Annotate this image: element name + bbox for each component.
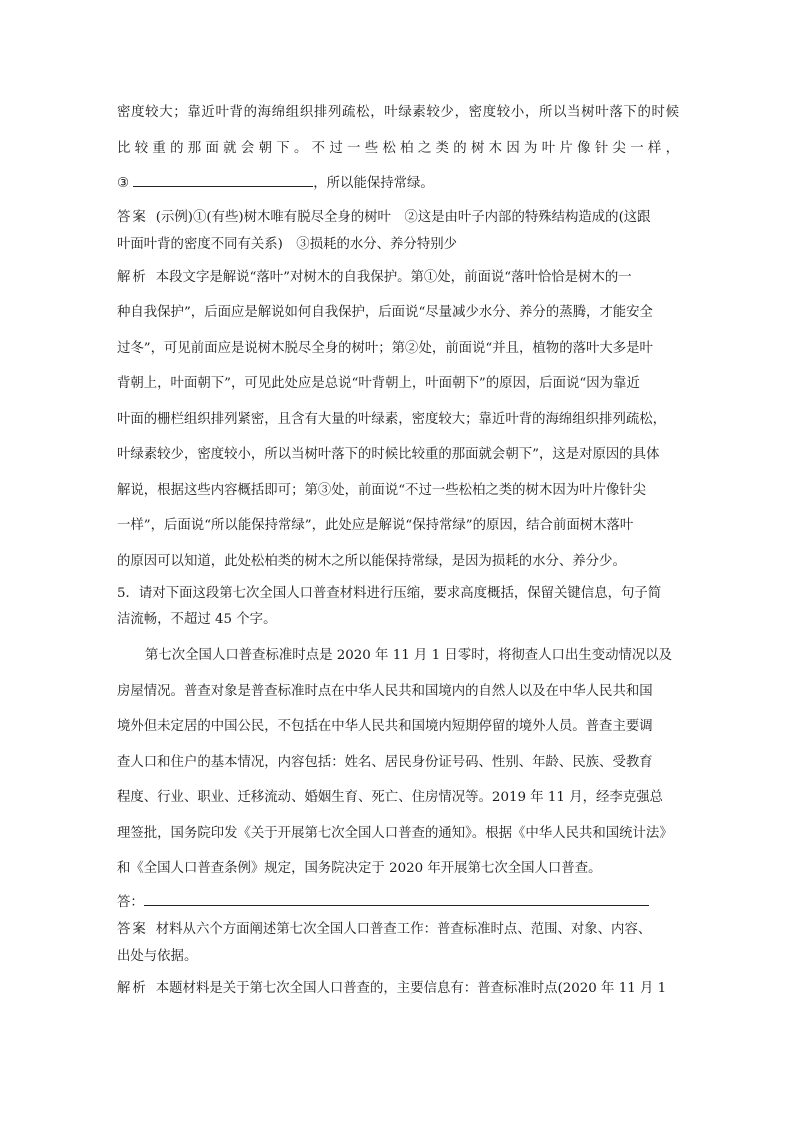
q4-analysis-line: 一样”，后面说“所以能保持常绿”，此处应是解说“保持常绿”的原因，结合前面树木落叶 <box>117 518 634 533</box>
analysis-label: 解析 <box>117 981 148 996</box>
q5-passage-line: 和《全国人口普查条例》规定，国务院决定于 2020 年开展第七次全国人口普查。 <box>117 861 602 876</box>
answer-text: 材料从六个方面阐述第七次全国人口普查工作：普查标准时点、范围、对象、内容、 <box>155 922 652 937</box>
q5-passage-line: 理签批，国务院印发《关于开展第七次全国人口普查的通知》。根据《中华人民共和国统计法》 <box>117 826 673 841</box>
q4-analysis-line: 解说，根据这些内容概括即可；第③处，前面说“不过一些松柏之类的树木因为叶片像针尖 <box>117 483 647 498</box>
q4-answer-line <box>117 206 679 225</box>
q5-answer-line: 出处与依据。 <box>117 949 198 964</box>
answer-label: 答案 <box>117 922 148 937</box>
analysis-label: 解析 <box>117 270 148 285</box>
reply-label: 答： <box>117 895 144 910</box>
q4-line-suffix: ，所以能保持常绿。 <box>313 176 434 191</box>
q5-question-line: 洁流畅，不超过 45 个字。 <box>117 612 277 627</box>
q5-passage-line: 第七次全国人口普查标准时点是 2020 年 11 月 1 日零时，将彻查人口出生变动情况以及 <box>145 648 673 663</box>
q5-reply-line <box>117 891 679 910</box>
q5-passage-line: 房屋情况。普查对象是普查标准时点在中华人民共和国境内的自然人以及在中华人民共和国 <box>117 684 653 699</box>
q4-analysis-line: 叶面的栅栏组织排列紧密，且含有大量的叶绿素，密度较大；靠近叶背的海绵组织排列疏松， <box>117 412 667 427</box>
q4-blank-line <box>117 172 679 191</box>
q4-answer-line: 叶面叶背的密度不同有关系) ③损耗的水分、养分特别少 <box>117 237 457 252</box>
q4-analysis-line <box>117 266 679 285</box>
analysis-text: 本题材料是关于第七次全国人口普查的，主要信息有：普查标准时点(2020 年 11 月 1 <box>155 981 667 996</box>
q4-analysis-line: 叶绿素较少，密度较小，所以当树叶落下的时候比较重的那面就会朝下”，这是对原因的具体 <box>117 447 660 462</box>
q4-analysis-line: 的原因可以知道，此处松柏类的树木之所以能保持常绿，是因为损耗的水分、养分少。 <box>117 554 626 569</box>
q5-passage-line: 程度、行业、职业、迁移流动、婚姻生育、死亡、住房情况等。2019 年 11 月，经李克强总 <box>117 790 663 805</box>
q4-text-line: 密度较大；靠近叶背的海绵组织排列疏松，叶绿素较少，密度较小，所以当树叶落下的时候 <box>117 105 679 120</box>
q5-passage-line: 境外但未定居的中国公民，不包括在中华人民共和国境内短期停留的境外人员。普查主要调 <box>117 719 653 734</box>
analysis-text: 本段文字是解说“落叶”对树木的自我保护。第①处，前面说“落叶恰恰是树木的一 <box>155 270 632 285</box>
q4-text-line: 比较重的那面就会朝下。不过一些松柏之类的树木因为叶片像针尖一样， <box>117 141 679 156</box>
q4-analysis-line: 背朝上，叶面朝下”，可见此处应是总说“叶背朝上，叶面朝下”的原因，后面说“因为靠近 <box>117 376 640 391</box>
q4-analysis-line: 种自我保护”，后面应是解说如何自我保护，后面说“尽量减少水分、养分的蒸腾，才能安全 <box>117 305 653 320</box>
q5-answer-line <box>117 918 679 937</box>
answer-text: (示例)①(有些)树木唯有脱尽全身的树叶 ②这是由叶子内部的特殊结构造成的(这跟 <box>155 210 651 225</box>
q4-analysis-line: 过冬”，可见前面应是说树木脱尽全身的树叶；第②处，前面说“并且，植物的落叶大多是叶 <box>117 341 653 356</box>
answer-blank <box>144 891 649 906</box>
q5-passage-line: 查人口和住户的基本情况，内容包括：姓名、居民身份证号码、性别、年龄、民族、受教育 <box>117 755 653 770</box>
q5-question-line: 5．请对下面这段第七次全国人口普查材料进行压缩，要求高度概括，保留关键信息，句子简 <box>117 586 662 601</box>
q5-analysis-line <box>117 977 679 996</box>
circled-number-3: ③ <box>117 176 130 191</box>
answer-blank <box>133 172 313 187</box>
answer-label: 答案 <box>117 210 148 225</box>
